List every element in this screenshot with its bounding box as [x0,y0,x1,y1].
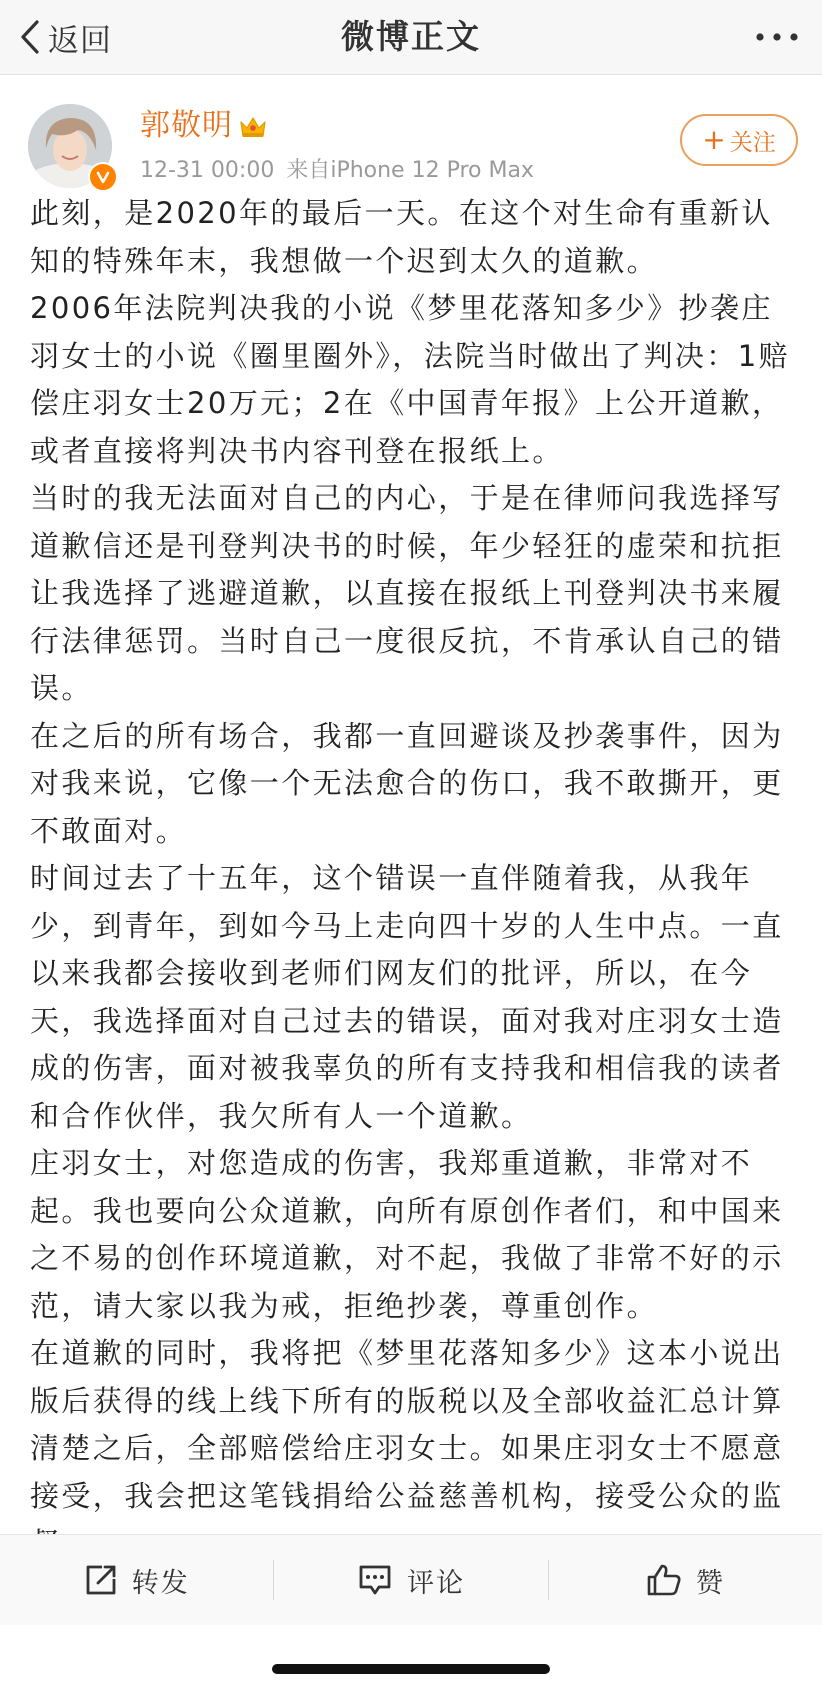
back-button[interactable] [20,12,112,62]
comment-button[interactable] [274,1535,547,1625]
comment-label: 评论 [406,1567,465,1599]
repost-button[interactable] [0,1535,273,1625]
author-name[interactable]: 郭敬明 [140,108,233,143]
post-paragraph: 此刻，是2020年的最后一天。在这个对生命有重新认知的特殊年末，我想做一个迟到太久的道歉。 [30,196,773,278]
post-header [0,86,822,198]
back-label: 返回 [48,22,112,59]
post-timestamp: 12-31 00:00 [140,158,275,183]
navigation-bar [0,0,822,75]
like-button[interactable] [549,1535,822,1625]
verified-badge-icon [88,162,118,192]
thumbs-up-icon [646,1563,682,1597]
post-paragraph: 2006年法院判决我的小说《梦里花落知多少》抄袭庄羽女士的小说《圈里圈外》，法院当时做出了判决：1赔偿庄羽女士20万元；2在《中国青年报》上公开道歉，或者直接将判决书内容刊登在报纸上。 [30,291,790,468]
page-title: 微博正文 [341,17,481,56]
more-button[interactable] [752,12,802,62]
plus-icon: + [702,123,726,156]
post-paragraph: 庄羽女士，对您造成的伤害，我郑重道歉，非常对不起。我也要向公众道歉，向所有原创作者们，和中国来之不易的创作环境道歉，对不起，我做了非常不好的示范，请大家以我为戒，拒绝抄袭，尊重创作。 [30,1146,784,1323]
crown-icon [238,114,268,140]
like-label: 赞 [695,1567,725,1599]
share-icon [84,1563,118,1597]
post-source: 来自iPhone 12 Pro Max [286,158,534,183]
post-paragraph: 时间过去了十五年，这个错误一直伴随着我，从我年少，到青年，到如今马上走向四十岁的人生中点。一直以来我都会接收到老师们网友们的批评，所以，在今天，我选择面对自己过去的错误，面对我对庄羽女士造成的伤害，面对被我辜负的所有支持我和相信我的读者和合作伙伴，我欠所有人一个道歉。 [30,861,784,1133]
chevron-left-icon [20,19,40,55]
home-indicator [272,1664,550,1674]
repost-label: 转发 [131,1567,190,1599]
post-paragraph: 在之后的所有场合，我都一直回避谈及抄袭事件，因为对我来说，它像一个无法愈合的伤口，我不敢撕开，更不敢面对。 [30,718,784,848]
follow-button[interactable] [680,114,798,166]
more-horizontal-icon [755,32,799,42]
post-meta [140,154,534,188]
post-paragraph: 当时的我无法面对自己的内心，于是在律师问我选择写道歉信还是刊登判决书的时候，年少轻狂的虚荣和抗拒让我选择了逃避道歉，以直接在报纸上刊登判决书来履行法律惩罚。当时自己一度很反抗，不肯承认自己的错误。 [30,481,784,705]
action-toolbar [0,1534,822,1625]
follow-label: 关注 [729,129,776,156]
post-paragraph: 在道歉的同时，我将把《梦里花落知多少》这本小说出版后获得的线上线下所有的版税以及全部收益汇总计算清楚之后，全部赔偿给庄羽女士。如果庄羽女士不愿意接受，我会把这笔钱捐给公益慈善机构，接受公众的监 [30,1336,784,1513]
post-body [30,190,802,1568]
comment-icon [357,1563,393,1597]
